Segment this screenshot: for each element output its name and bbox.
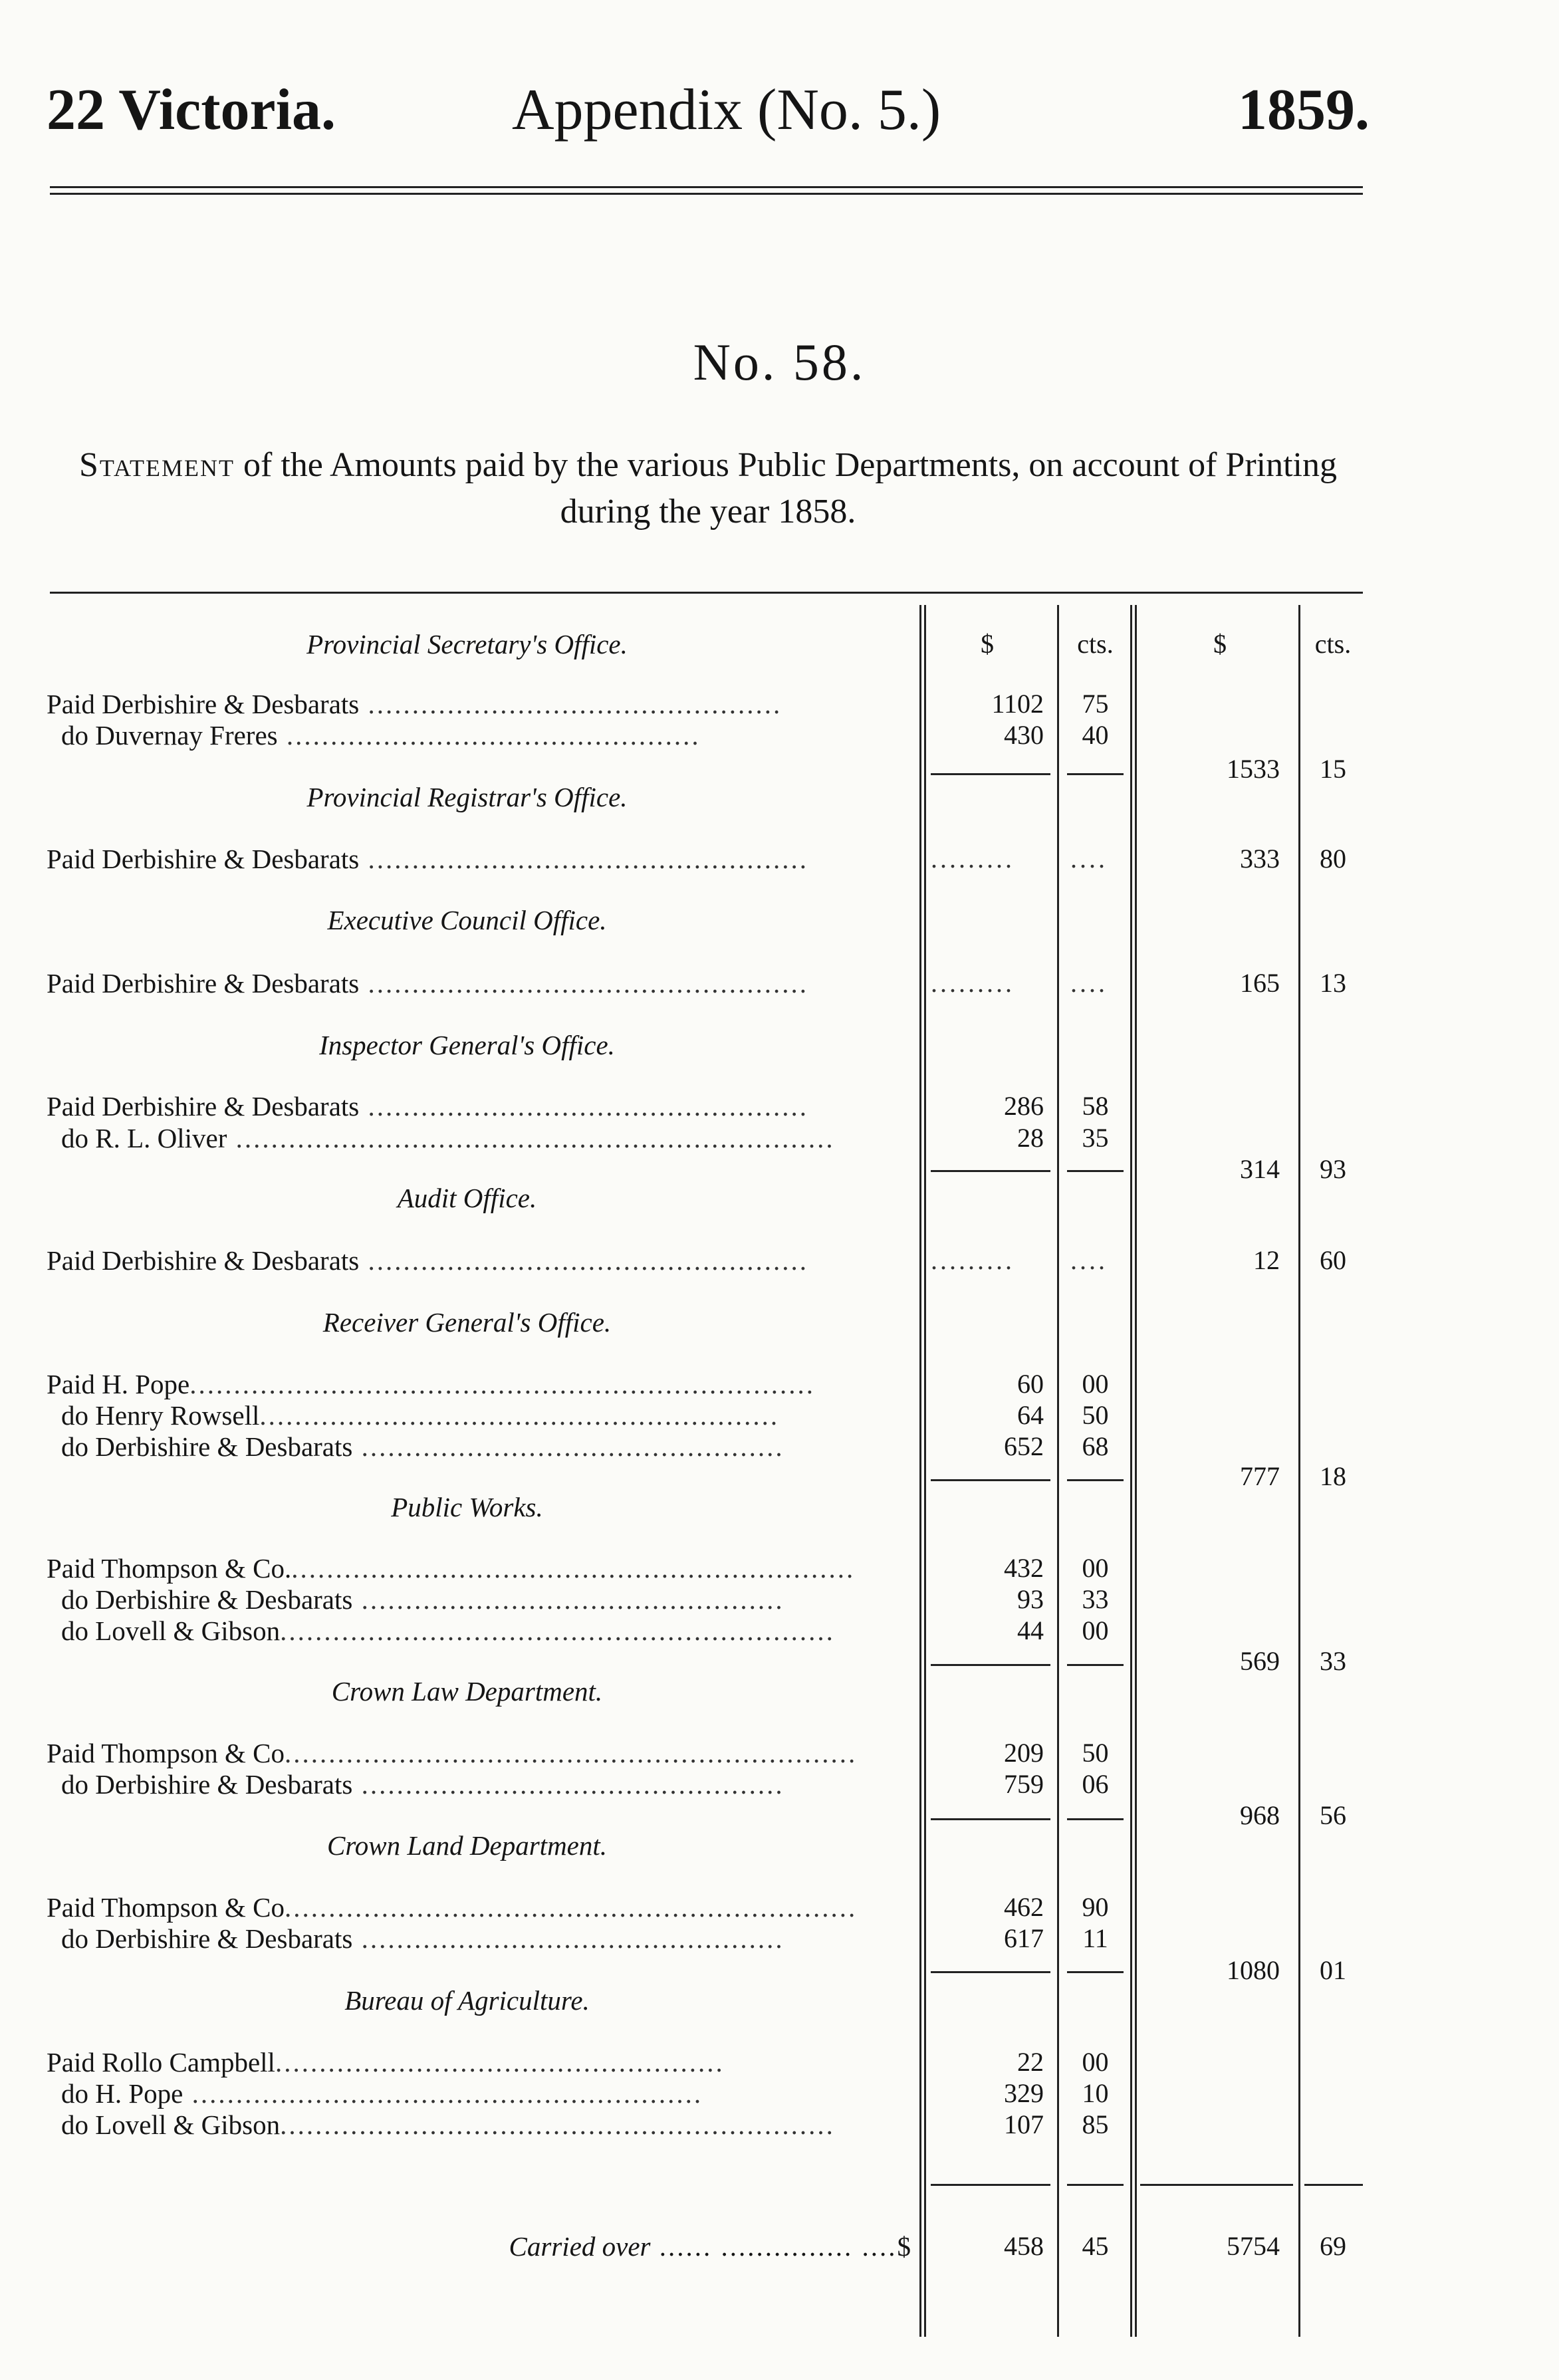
- entry-dollars: 286: [1004, 1091, 1044, 1121]
- empty-cell-dots: .........: [931, 1245, 1015, 1275]
- entry-dollars: 209: [1004, 1738, 1044, 1768]
- document-number: No. 58.: [693, 333, 866, 391]
- subtotal-rule: [931, 1818, 1050, 1820]
- entry-label-text: Paid H. Pope: [47, 1369, 190, 1399]
- running-header: [47, 76, 1370, 150]
- section-heading: Public Works.: [391, 1492, 543, 1522]
- entry-label-text: Paid Rollo Campbell: [47, 2047, 275, 2078]
- entry-label: Paid Thompson & Co.................................................................: [47, 1892, 858, 1923]
- entry-dollars: 430: [1004, 720, 1044, 750]
- column-divider: [1135, 605, 1137, 2337]
- column-divider: [1298, 605, 1300, 2337]
- col-cents-1: cts.: [1077, 629, 1114, 659]
- carried-over-row: Carried over ...... ............... ....$: [509, 2231, 911, 2262]
- entry-label-text: do H. Pope: [61, 2078, 183, 2109]
- entry-label-text: Paid Derbishire & Desbarats: [47, 1245, 360, 1276]
- section-total-dollars: 968: [1240, 1800, 1280, 1830]
- entry-label: do Derbishire & Desbarats ................................................: [47, 1584, 904, 1615]
- entry-label: Paid Derbishire & Desbarats ..................................................: [47, 844, 808, 874]
- subtotal-rule: [931, 1170, 1050, 1172]
- entry-cents: 33: [1082, 1584, 1109, 1614]
- entry-label: Paid Derbishire & Desbarats ..................................................: [47, 968, 808, 999]
- header-rule-top: [50, 186, 1363, 188]
- empty-cell-dots: ....: [1070, 968, 1108, 998]
- entry-label-text: do Lovell & Gibson: [61, 2109, 281, 2140]
- entry-label: do Duvernay Freres ...............................................: [47, 719, 904, 751]
- entry-label: do Derbishire & Desbarats ................................................: [47, 1431, 904, 1463]
- entry-label-text: do Duvernay Freres: [61, 720, 278, 751]
- entry-label-text: do Derbishire & Desbarats: [61, 1584, 353, 1615]
- statement-title: [47, 442, 1370, 535]
- column-divider: [924, 605, 926, 2337]
- total-rule: [1067, 2184, 1124, 2186]
- empty-cell-dots: ....: [1070, 1245, 1108, 1275]
- entry-label: Paid H. Pope.......................................................................: [47, 1369, 815, 1399]
- section-total-cents: 56: [1320, 1800, 1346, 1830]
- subtotal-rule: [931, 1664, 1050, 1666]
- entry-dollars: 107: [1004, 2109, 1044, 2139]
- header-appendix: Appendix (No. 5.): [512, 78, 941, 142]
- entry-cents: 40: [1082, 720, 1109, 750]
- entry-cents: 06: [1082, 1769, 1109, 1799]
- subtotal-rule: [1067, 773, 1124, 775]
- section-heading: Crown Law Department.: [331, 1676, 603, 1707]
- section-total-cents: 80: [1320, 844, 1346, 874]
- entry-label: Paid Rollo Campbell...................................................: [47, 2047, 725, 2078]
- section-heading: Receiver General's Office.: [322, 1307, 612, 1338]
- entry-label-text: do Derbishire & Desbarats: [61, 1769, 353, 1800]
- entry-label-text: Paid Thompson & Co: [47, 1892, 285, 1923]
- title-lead: Statement: [79, 446, 235, 484]
- empty-cell-dots: .........: [931, 844, 1015, 874]
- section-heading: Bureau of Agriculture.: [344, 1985, 590, 2016]
- section-total-dollars: 314: [1240, 1154, 1280, 1184]
- entry-dollars: 462: [1004, 1892, 1044, 1922]
- entry-cents: 00: [1082, 2047, 1109, 2077]
- entry-dollars: 93: [1017, 1584, 1044, 1614]
- entry-dollars: 44: [1017, 1615, 1044, 1645]
- entry-label-text: do R. L. Oliver: [61, 1123, 227, 1153]
- subtotal-rule: [931, 1479, 1050, 1481]
- section-heading: Inspector General's Office.: [319, 1030, 615, 1060]
- subtotal-rule: [931, 773, 1050, 775]
- entry-cents: 11: [1082, 1923, 1108, 1953]
- entry-dollars: 432: [1004, 1553, 1044, 1583]
- carried-over-dollars-1: 458: [1004, 2231, 1044, 2261]
- carried-over-dollars-2: 5754: [1227, 2231, 1280, 2261]
- entry-dollars: 60: [1017, 1369, 1044, 1399]
- entry-cents: 85: [1082, 2109, 1109, 2139]
- header-rule-bottom: [50, 193, 1363, 195]
- section-total-cents: 15: [1320, 754, 1346, 784]
- subtotal-rule: [1067, 1170, 1124, 1172]
- entry-label: Paid Derbishire & Desbarats ..................................................: [47, 1091, 808, 1122]
- title-rest: of the Amounts paid by the various Public Departments, on account of Printing during the year 1858.: [243, 446, 1337, 531]
- entry-cents: 68: [1082, 1431, 1109, 1461]
- section-total-dollars: 777: [1240, 1461, 1280, 1491]
- entry-cents: 58: [1082, 1091, 1109, 1121]
- carried-over-cents-2: 69: [1320, 2231, 1346, 2261]
- entry-label: do Derbishire & Desbarats ................................................: [47, 1768, 904, 1800]
- entry-dollars: 617: [1004, 1923, 1044, 1953]
- subtotal-rule: [931, 1971, 1050, 1973]
- entry-label: Paid Derbishire & Desbarats ...............................................: [47, 689, 782, 719]
- section-total-dollars: 165: [1240, 968, 1280, 998]
- entry-dollars: 28: [1017, 1123, 1044, 1153]
- entry-dollars: 1102: [991, 689, 1044, 719]
- entry-label-text: Paid Derbishire & Desbarats: [47, 689, 360, 719]
- section-total-dollars: 1080: [1227, 1955, 1280, 1985]
- entry-label-text: do Derbishire & Desbarats: [61, 1431, 353, 1462]
- entry-cents: 00: [1082, 1553, 1109, 1583]
- total-rule: [931, 2184, 1050, 2186]
- col-dollars-2: $: [1213, 629, 1227, 659]
- entry-dollars: 759: [1004, 1769, 1044, 1799]
- column-divider: [1057, 605, 1059, 2337]
- section-heading: Executive Council Office.: [327, 905, 607, 935]
- column-divider: [919, 605, 921, 2337]
- subtotal-rule: [1067, 1664, 1124, 1666]
- entry-label: do Henry Rowsell...........................................................: [47, 1399, 904, 1431]
- entry-cents: 50: [1082, 1738, 1109, 1768]
- section-heading: Crown Land Department.: [326, 1830, 608, 1861]
- entry-cents: 00: [1082, 1615, 1109, 1645]
- subtotal-rule: [1067, 1818, 1124, 1820]
- subtotal-rule: [1067, 1479, 1124, 1481]
- total-rule: [1304, 2184, 1363, 2186]
- table-top-rule: [50, 592, 1363, 594]
- entry-cents: 50: [1082, 1400, 1109, 1430]
- entry-label: do H. Pope ..........................................................: [47, 2078, 904, 2109]
- section-total-cents: 13: [1320, 968, 1346, 998]
- entry-dollars: 329: [1004, 2078, 1044, 2108]
- entry-dollars: 652: [1004, 1431, 1044, 1461]
- column-divider: [1130, 605, 1132, 2337]
- entry-label-text: Paid Derbishire & Desbarats: [47, 844, 360, 874]
- section-heading: Audit Office.: [397, 1183, 537, 1213]
- total-rule: [1140, 2184, 1293, 2186]
- entry-dollars: 64: [1017, 1400, 1044, 1430]
- section-total-cents: 60: [1320, 1245, 1346, 1275]
- entry-label-text: do Henry Rowsell: [61, 1400, 260, 1431]
- subtotal-rule: [1067, 1971, 1124, 1973]
- entry-label-text: Paid Thompson & Co.: [47, 1553, 292, 1584]
- section-total-cents: 93: [1320, 1154, 1346, 1184]
- section-total-dollars: 569: [1240, 1646, 1280, 1676]
- entry-label-text: Paid Derbishire & Desbarats: [47, 968, 360, 999]
- entry-label: Paid Derbishire & Desbarats ..................................................: [47, 1245, 808, 1276]
- section-total-cents: 18: [1320, 1461, 1346, 1491]
- entry-label: Paid Thompson & Co.................................................................: [47, 1738, 858, 1768]
- empty-cell-dots: ....: [1070, 844, 1108, 874]
- entry-cents: 35: [1082, 1123, 1109, 1153]
- entry-label: Paid Thompson & Co.................................................................: [47, 1553, 856, 1584]
- entry-label-text: do Lovell & Gibson: [61, 1615, 281, 1646]
- carried-over-label: Carried over: [509, 2231, 651, 2262]
- header-session: 22 Victoria.: [47, 78, 336, 142]
- section-heading: Provincial Secretary's Office.: [306, 629, 628, 659]
- entry-cents: 10: [1082, 2078, 1109, 2108]
- entry-cents: 75: [1082, 689, 1109, 719]
- section-total-cents: 01: [1320, 1955, 1346, 1985]
- entry-label: do Derbishire & Desbarats ................................................: [47, 1923, 904, 1955]
- header-year: 1859.: [1238, 78, 1370, 142]
- entry-label: do R. L. Oliver ....................................................................: [47, 1122, 904, 1154]
- entry-label-text: do Derbishire & Desbarats: [61, 1923, 353, 1954]
- entry-label-text: Paid Thompson & Co: [47, 1738, 285, 1768]
- section-total-dollars: 12: [1253, 1245, 1280, 1275]
- entry-cents: 00: [1082, 1369, 1109, 1399]
- entry-dollars: 22: [1017, 2047, 1044, 2077]
- carried-over-currency: $: [897, 2231, 911, 2262]
- section-heading: Provincial Registrar's Office.: [306, 782, 628, 812]
- col-dollars-1: $: [981, 629, 994, 659]
- entry-cents: 90: [1082, 1892, 1109, 1922]
- col-cents-2: cts.: [1314, 629, 1352, 659]
- entry-label-text: Paid Derbishire & Desbarats: [47, 1091, 360, 1122]
- empty-cell-dots: .........: [931, 968, 1015, 998]
- carried-over-cents-1: 45: [1082, 2231, 1109, 2261]
- section-total-cents: 33: [1320, 1646, 1346, 1676]
- section-total-dollars: 333: [1240, 844, 1280, 874]
- entry-label: do Lovell & Gibson...............................................................: [47, 1615, 904, 1647]
- entry-label: do Lovell & Gibson...............................................................: [47, 2109, 904, 2141]
- section-total-dollars: 1533: [1227, 754, 1280, 784]
